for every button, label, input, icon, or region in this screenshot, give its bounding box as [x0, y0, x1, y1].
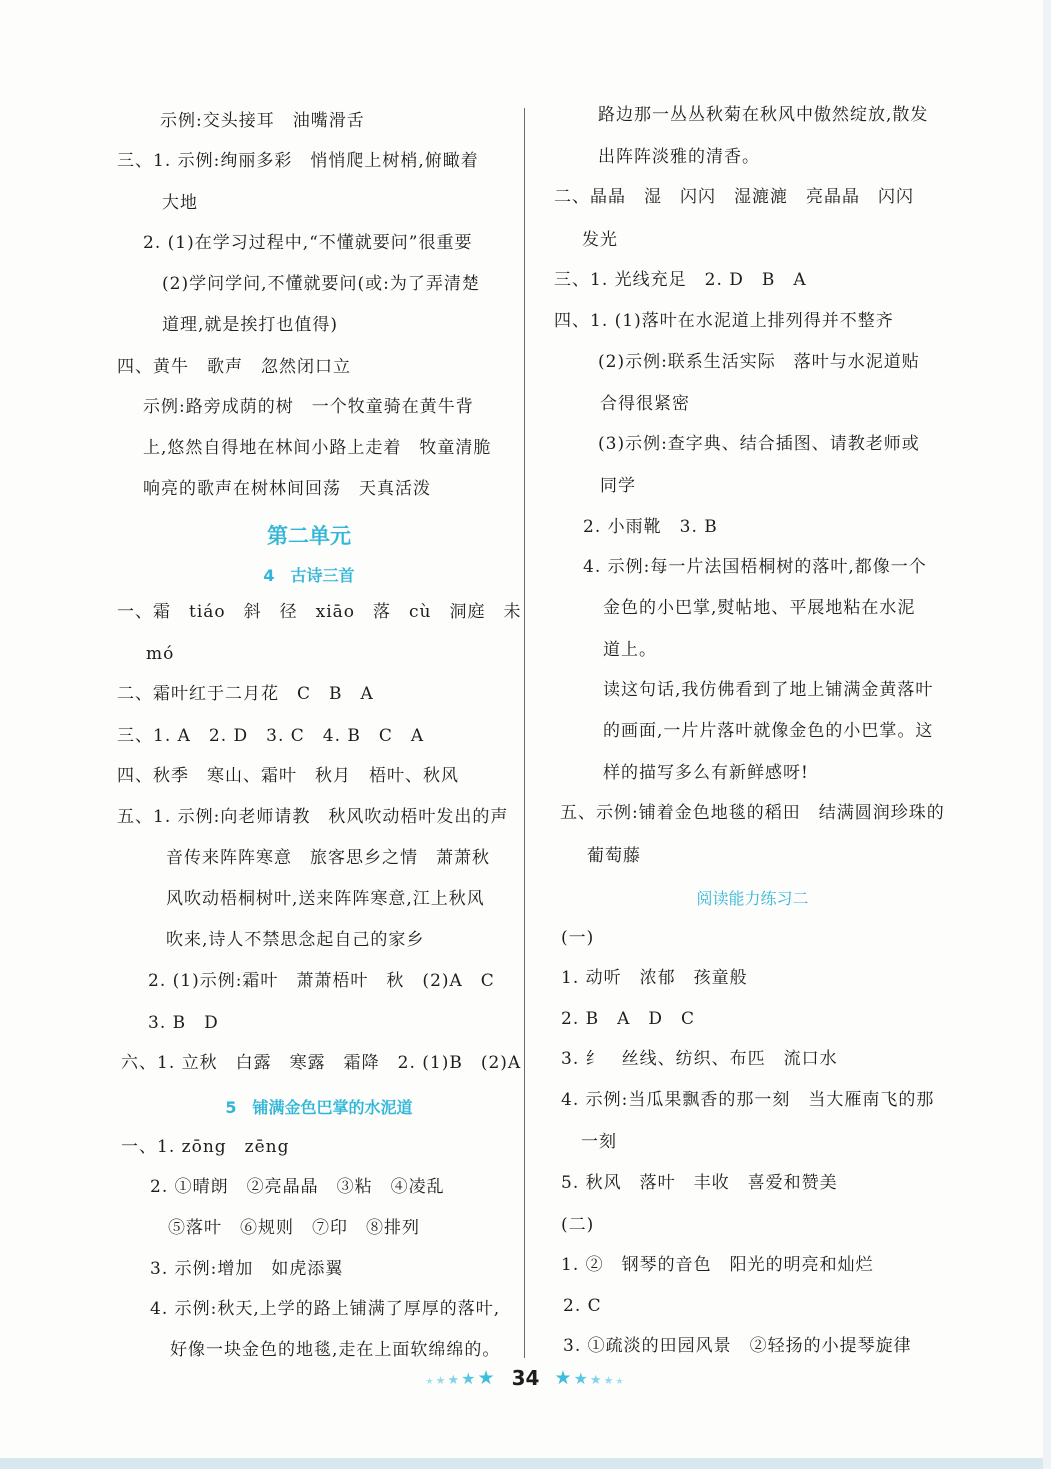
text-line: 发光: [582, 230, 618, 250]
text-line: 4. 示例:秋天,上学的路上铺满了厚厚的落叶,: [150, 1299, 501, 1319]
text-line: ⑤落叶 ⑥规则 ⑦印 ⑧排列: [168, 1218, 420, 1238]
text-line: 响亮的歌声在树林间回荡 天真活泼: [143, 479, 431, 499]
lesson-heading: 5 铺满金色巴掌的水泥道: [225, 1098, 413, 1117]
text-line: 2. C: [563, 1296, 602, 1316]
text-line: 示例:路旁成荫的树 一个牧童骑在黄牛背: [143, 397, 474, 417]
text-line: 道上。: [603, 640, 657, 660]
text-line: (2)示例:联系生活实际 落叶与水泥道贴: [598, 352, 920, 372]
text-line: 2. (1)示例:霜叶 萧萧梧叶 秋 (2)A C: [148, 971, 495, 991]
text-line: 金色的小巴掌,熨帖地、平展地粘在水泥: [603, 598, 916, 618]
section-heading: 阅读能力练习二: [696, 889, 809, 908]
text-line: 2. B A D C: [561, 1009, 696, 1029]
text-line: 出阵阵淡雅的清香。: [598, 147, 760, 167]
text-line: 二、霜叶红于二月花 C B A: [117, 684, 374, 704]
text-line: 的画面,一片片落叶就像金色的小巴掌。这: [603, 721, 934, 741]
text-line: 一刻: [581, 1132, 617, 1152]
text-line: 葡萄藤: [587, 846, 641, 866]
text-line: 五、1. 示例:向老师请教 秋风吹动梧叶发出的声: [117, 807, 509, 827]
text-line: 道理,就是挨打也值得): [162, 315, 339, 335]
scan-edge: [0, 1458, 1051, 1469]
text-line: 1. ② 钢琴的音色 阳光的明亮和灿烂: [561, 1255, 874, 1275]
text-line: 吹来,诗人不禁思念起自己的家乡: [166, 930, 425, 950]
text-line: 4. 示例:每一片法国梧桐树的落叶,都像一个: [583, 557, 927, 577]
text-line: 路边那一丛丛秋菊在秋风中傲然绽放,散发: [598, 105, 929, 125]
text-line: 3. ①疏淡的田园风景 ②轻扬的小提琴旋律: [563, 1336, 912, 1356]
text-line: 一、1. zōng zēng: [121, 1137, 290, 1157]
text-line: 三、1. A 2. D 3. C 4. B C A: [117, 726, 425, 746]
text-line: (3)示例:查字典、结合插图、请教老师或: [598, 434, 920, 454]
text-line: 四、黄牛 歌声 忽然闭口立: [117, 357, 351, 377]
text-line: 读这句话,我仿佛看到了地上铺满金黄落叶: [603, 680, 934, 700]
text-line: 一、霜 tiáo 斜 径 xiāo 落 cù 洞庭 未: [117, 602, 522, 622]
text-line: 好像一块金色的地毯,走在上面软绵绵的。: [170, 1340, 501, 1360]
text-line: 音传来阵阵寒意 旅客思乡之情 萧萧秋: [166, 848, 490, 868]
text-line: 四、1. (1)落叶在水泥道上排列得并不整齐: [554, 311, 894, 331]
star-decoration-icon: ★★★★★: [554, 1367, 626, 1389]
text-line: 同学: [600, 476, 636, 496]
column-divider: [524, 108, 525, 1358]
text-line: 五、示例:铺着金色地毯的稻田 结满圆润珍珠的: [560, 803, 945, 823]
text-line: 上,悠然自得地在林间小路上走着 牧童清脆: [143, 438, 492, 458]
text-line: 合得很紧密: [600, 394, 690, 414]
text-line: 风吹动梧桐树叶,送来阵阵寒意,江上秋风: [166, 889, 485, 909]
text-line: 三、1. 示例:绚丽多彩 悄悄爬上树梢,俯瞰着: [117, 151, 479, 171]
text-line: 3. B D: [148, 1013, 219, 1033]
text-line: (二): [561, 1215, 595, 1235]
text-line: 4. 示例:当瓜果飘香的那一刻 当大雁南飞的那: [561, 1090, 935, 1110]
text-line: (2)学问学问,不懂就要问(或:为了弄清楚: [162, 274, 480, 294]
text-line: 2. 小雨靴 3. B: [583, 517, 718, 537]
text-line: 2. ①晴朗 ②亮晶晶 ③粘 ④凌乱: [150, 1177, 445, 1197]
text-line: 样的描写多么有新鲜感呀!: [603, 763, 809, 783]
lesson-heading: 4 古诗三首: [263, 566, 355, 585]
text-line: 四、秋季 寒山、霜叶 秋月 梧叶、秋风: [117, 766, 459, 786]
text-line: (一): [561, 928, 595, 948]
text-line: 六、1. 立秋 白露 寒露 霜降 2. (1)B (2)A: [121, 1053, 522, 1073]
text-line: 1. 动听 浓郁 孩童般: [561, 968, 748, 988]
text-line: 5. 秋风 落叶 丰收 喜爱和赞美: [561, 1173, 838, 1193]
text-line: 3. 示例:增加 如虎添翼: [150, 1259, 344, 1279]
page-footer: [0, 1366, 1051, 1390]
text-line: 二、晶晶 湿 闪闪 湿漉漉 亮晶晶 闪闪: [554, 187, 914, 207]
text-line: 3. 纟 丝线、纺织、布匹 流口水: [561, 1049, 838, 1069]
text-line: 示例:交头接耳 油嘴滑舌: [160, 111, 365, 131]
page-number: 34: [511, 1366, 540, 1390]
unit-heading: 第二单元: [267, 524, 351, 548]
text-line: mó: [146, 644, 175, 664]
text-line: 2. (1)在学习过程中,“不懂就要问”很重要: [143, 233, 473, 253]
star-decoration-icon: ★★★★★: [425, 1367, 497, 1389]
text-line: 三、1. 光线充足 2. D B A: [554, 270, 807, 290]
scan-edge: [1043, 0, 1051, 1469]
text-line: 大地: [162, 193, 198, 213]
